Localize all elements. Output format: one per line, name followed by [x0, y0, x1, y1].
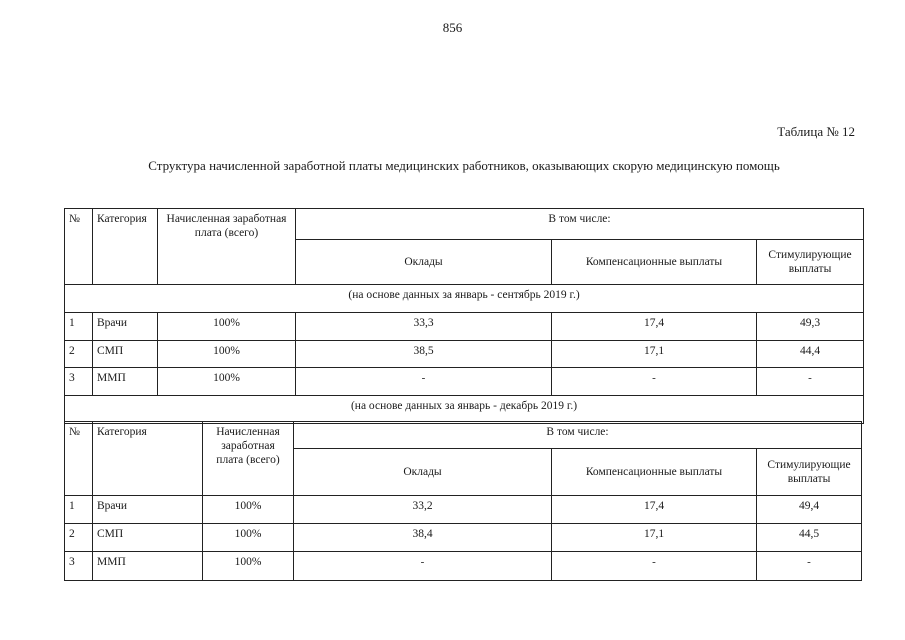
- row-salaries: 33,2: [294, 496, 552, 524]
- header-num: №: [65, 422, 93, 496]
- row-total: 100%: [203, 496, 294, 524]
- section1-caption: (на основе данных за январь - сентябрь 2019 г.): [65, 285, 864, 313]
- row-total: 100%: [158, 341, 296, 368]
- table-row: [65, 368, 864, 396]
- row-incentive: -: [757, 552, 862, 581]
- row-num: 3: [65, 368, 93, 396]
- row-incentive: -: [757, 368, 864, 396]
- table-row: [65, 341, 864, 368]
- row-salaries: -: [294, 552, 552, 581]
- row-num: 1: [65, 496, 93, 524]
- header-row: [65, 209, 864, 240]
- row-category: СМП: [93, 341, 158, 368]
- row-total: 100%: [158, 313, 296, 341]
- row-total: 100%: [158, 368, 296, 396]
- section2-caption: (на основе данных за январь - декабрь 2019 г.): [65, 396, 864, 424]
- document-title: Структура начисленной заработной платы медицинских работников, оказывающих скорую медицинскую помощь: [148, 158, 780, 173]
- header-compensation: Компенсационные выплаты: [552, 449, 757, 496]
- row-compensation: 17,4: [552, 496, 757, 524]
- row-incentive: 49,4: [757, 496, 862, 524]
- section-caption-row: [65, 285, 864, 313]
- page-number: 856: [442, 20, 463, 35]
- header-num: №: [65, 209, 93, 285]
- header-total: Начисленная заработная плата (всего): [158, 209, 296, 285]
- section-caption-row: [65, 396, 864, 424]
- row-salaries: 38,4: [294, 524, 552, 552]
- row-num: 2: [65, 524, 93, 552]
- salary-structure-table-2: [64, 421, 862, 581]
- table-row: [65, 313, 864, 341]
- salary-structure-table-1: [64, 208, 864, 424]
- row-num: 1: [65, 313, 93, 341]
- row-num: 2: [65, 341, 93, 368]
- header-salaries: Оклады: [294, 449, 552, 496]
- row-salaries: 33,3: [296, 313, 552, 341]
- header-incentive: Стимулирующие выплаты: [757, 449, 862, 496]
- header-compensation: Компенсационные выплаты: [552, 240, 757, 285]
- row-category: СМП: [93, 524, 203, 552]
- row-compensation: 17,4: [552, 313, 757, 341]
- row-category: Врачи: [93, 313, 158, 341]
- header-category: Категория: [93, 209, 158, 285]
- header-total: Начисленная заработная плата (всего): [203, 422, 294, 496]
- header-category: Категория: [93, 422, 203, 496]
- table-row: [65, 552, 862, 581]
- header-including: В том числе:: [296, 209, 864, 240]
- row-compensation: 17,1: [552, 524, 757, 552]
- row-compensation: -: [552, 368, 757, 396]
- table-label: Таблица № 12: [777, 124, 855, 139]
- header-including: В том числе:: [294, 422, 862, 449]
- table-row: [65, 496, 862, 524]
- row-num: 3: [65, 552, 93, 581]
- row-salaries: -: [296, 368, 552, 396]
- row-compensation: 17,1: [552, 341, 757, 368]
- row-incentive: 44,4: [757, 341, 864, 368]
- header-salaries: Оклады: [296, 240, 552, 285]
- row-incentive: 44,5: [757, 524, 862, 552]
- row-total: 100%: [203, 552, 294, 581]
- row-total: 100%: [203, 524, 294, 552]
- row-salaries: 38,5: [296, 341, 552, 368]
- header-incentive: Стимулирующие выплаты: [757, 240, 864, 285]
- row-incentive: 49,3: [757, 313, 864, 341]
- table-row: [65, 524, 862, 552]
- row-compensation: -: [552, 552, 757, 581]
- row-category: ММП: [93, 552, 203, 581]
- row-category: ММП: [93, 368, 158, 396]
- header-row: [65, 422, 862, 449]
- row-category: Врачи: [93, 496, 203, 524]
